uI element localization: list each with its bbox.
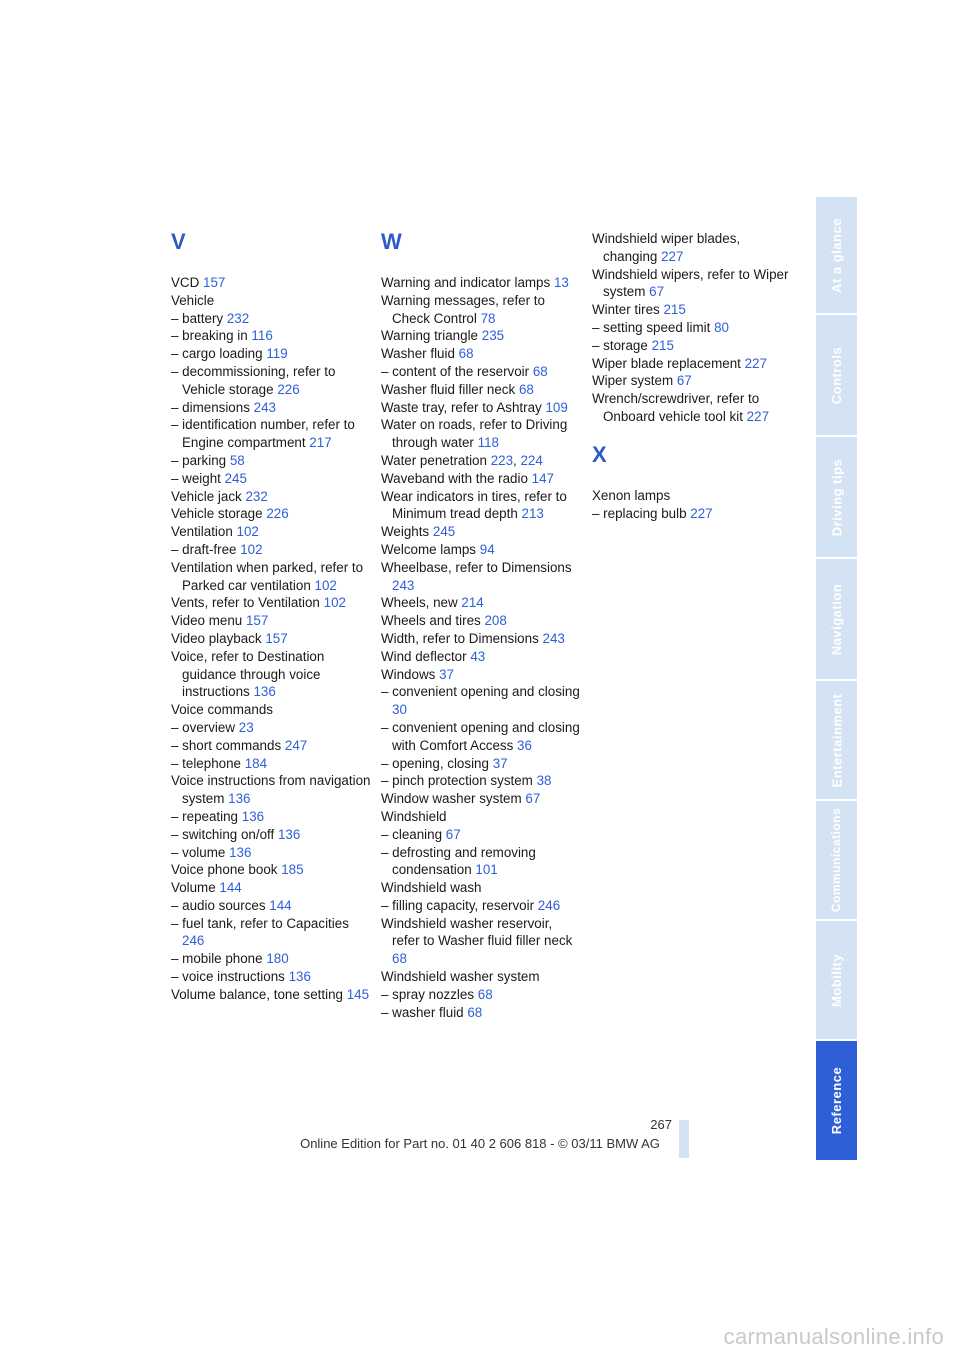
page-reference-link[interactable]: 37 bbox=[492, 755, 508, 771]
page-reference-link[interactable]: 102 bbox=[240, 541, 263, 557]
index-entry bbox=[171, 523, 371, 541]
index-entry bbox=[381, 594, 581, 612]
page-reference-link[interactable]: 136 bbox=[241, 808, 265, 824]
page-reference-link[interactable]: 136 bbox=[277, 826, 301, 842]
page-reference-link[interactable]: 208 bbox=[484, 613, 507, 629]
index-entry bbox=[381, 648, 581, 666]
entry-text: Windows bbox=[381, 666, 436, 682]
page-reference-link[interactable]: 243 bbox=[542, 630, 565, 646]
page-reference-link[interactable]: 235 bbox=[481, 328, 505, 344]
page-reference-link[interactable]: 67 bbox=[445, 826, 461, 842]
entry-text: Warning messages, refer to Check Control bbox=[381, 292, 545, 326]
entry-text: – short commands bbox=[171, 737, 282, 753]
index-entry bbox=[171, 915, 371, 951]
page-reference-link[interactable]: 224 bbox=[520, 452, 543, 468]
index-entry bbox=[381, 808, 581, 826]
index-entry bbox=[171, 950, 371, 968]
entry-text: Voice phone book bbox=[171, 862, 278, 878]
entry-text: Warning and indicator lamps bbox=[381, 275, 551, 290]
page-reference-link[interactable]: 232 bbox=[226, 310, 250, 326]
page-reference-link[interactable]: 223 bbox=[490, 452, 514, 468]
index-entry bbox=[592, 355, 792, 373]
page-reference-link[interactable]: 226 bbox=[266, 506, 289, 522]
index-entry bbox=[171, 648, 371, 701]
entry-text: Windshield wash bbox=[381, 880, 482, 896]
entry-text: Winter tires bbox=[592, 302, 660, 318]
index-entries bbox=[171, 274, 371, 1004]
entry-text: – identification number, refer to Engine compartment bbox=[171, 417, 355, 451]
entry-text: Voice commands bbox=[171, 702, 273, 718]
section-letter-x: X bbox=[592, 441, 607, 467]
page-reference-link[interactable]: 30 bbox=[392, 702, 407, 718]
entry-text: – battery bbox=[171, 310, 224, 326]
page-reference-link[interactable]: 136 bbox=[228, 791, 251, 807]
entry-text: VCD bbox=[171, 275, 200, 290]
index-entry bbox=[381, 559, 581, 595]
entry-text: Vehicle storage bbox=[171, 506, 263, 522]
page-reference-link[interactable]: 243 bbox=[253, 399, 276, 415]
page-reference-link[interactable]: 136 bbox=[288, 969, 311, 985]
index-entry bbox=[381, 790, 581, 808]
page-reference-link[interactable]: 185 bbox=[281, 862, 304, 878]
entry-text: – fuel tank, refer to Capacities bbox=[171, 915, 349, 931]
entry-text: Windshield washer system bbox=[381, 969, 540, 985]
index-entry bbox=[381, 1004, 581, 1022]
index-entry bbox=[171, 327, 371, 345]
page-reference-link[interactable]: 157 bbox=[265, 630, 288, 646]
index-entry bbox=[171, 897, 371, 915]
index-entry bbox=[171, 452, 371, 470]
page-reference-link[interactable]: 37 bbox=[439, 666, 454, 682]
index-entry bbox=[592, 266, 792, 302]
page-number: 267 bbox=[650, 1117, 672, 1132]
index-entry bbox=[171, 345, 371, 363]
entry-text: – filling capacity, reservoir bbox=[381, 897, 535, 913]
entry-text: Wheelbase, refer to Dimensions bbox=[381, 559, 572, 575]
entry-text: – weight bbox=[171, 470, 221, 486]
page-reference-link[interactable]: 213 bbox=[521, 506, 544, 522]
page-reference-link[interactable]: 180 bbox=[266, 951, 289, 967]
index-entry bbox=[171, 488, 371, 506]
entry-text: Waste tray, refer to Ashtray bbox=[381, 399, 542, 415]
page-reference-link[interactable]: 243 bbox=[392, 577, 415, 593]
entry-text: Wheels and tires bbox=[381, 613, 481, 629]
page-reference-link[interactable]: 109 bbox=[545, 399, 568, 415]
page-reference-link[interactable]: 227 bbox=[661, 248, 684, 264]
index-entry bbox=[381, 416, 581, 452]
index-entry bbox=[592, 337, 792, 355]
index-entry bbox=[381, 327, 581, 345]
index-entry bbox=[381, 844, 581, 880]
entry-text: Welcome lamps bbox=[381, 541, 477, 557]
watermark: carmanualsonline.info bbox=[723, 1324, 944, 1349]
entry-text: Wiper blade replacement bbox=[592, 355, 741, 371]
page-reference-link[interactable]: 145 bbox=[346, 986, 370, 1002]
index-entry bbox=[381, 755, 581, 773]
index-entry bbox=[171, 416, 371, 452]
entry-text: Voice instructions from navigation system bbox=[171, 773, 371, 807]
entry-text: Washer fluid filler neck bbox=[381, 381, 516, 397]
index-entry: Water penetration 223, 224 bbox=[381, 452, 543, 468]
index-entry bbox=[592, 372, 792, 390]
page-reference-link[interactable]: 68 bbox=[458, 346, 474, 362]
index-entry bbox=[592, 301, 792, 319]
page-reference-link[interactable]: 227 bbox=[746, 408, 770, 424]
page-reference-link[interactable]: 68 bbox=[467, 1004, 483, 1020]
index-entry bbox=[381, 879, 581, 897]
index-entries bbox=[592, 230, 792, 426]
index-entry bbox=[381, 719, 581, 755]
index-entry bbox=[171, 861, 371, 879]
index-entry bbox=[381, 897, 581, 915]
index-entry bbox=[171, 737, 371, 755]
entry-text: – storage bbox=[592, 337, 648, 353]
section-letter-v: V bbox=[171, 229, 186, 254]
page-reference-link[interactable]: 144 bbox=[269, 897, 292, 913]
page-reference-link[interactable]: 101 bbox=[475, 862, 498, 878]
entry-text: Vehicle bbox=[171, 292, 215, 308]
index-entry bbox=[381, 274, 581, 292]
page-reference-link[interactable]: 68 bbox=[518, 381, 534, 397]
index-entry bbox=[171, 844, 371, 862]
entry-text: Weights bbox=[381, 524, 430, 540]
index-entry bbox=[171, 274, 371, 292]
page-reference-link[interactable]: 215 bbox=[663, 302, 686, 318]
index-entry bbox=[381, 541, 581, 559]
tab-reference[interactable]: Reference bbox=[816, 1041, 857, 1160]
tab-controls[interactable]: Controls bbox=[816, 315, 857, 435]
entry-text: Water penetration bbox=[381, 452, 487, 468]
index-entry bbox=[171, 826, 371, 844]
index-entry bbox=[381, 292, 581, 328]
page-reference-link[interactable]: 246 bbox=[182, 933, 205, 949]
entry-text: – draft-free bbox=[171, 541, 237, 557]
page-reference-link[interactable]: 102 bbox=[323, 595, 346, 611]
index-entry bbox=[381, 826, 581, 844]
entry-text: Vehicle jack bbox=[171, 488, 242, 504]
index-entry bbox=[171, 594, 371, 612]
page-reference-link[interactable]: 157 bbox=[245, 613, 269, 629]
page-reference-link[interactable]: 136 bbox=[253, 684, 276, 700]
page-reference-link[interactable]: 214 bbox=[461, 595, 484, 611]
page-reference-link[interactable]: 227 bbox=[690, 505, 713, 521]
entry-text: Warning triangle bbox=[381, 328, 479, 344]
entry-text: – washer fluid bbox=[381, 1004, 464, 1020]
page-reference-link[interactable]: 144 bbox=[219, 880, 242, 896]
index-entry bbox=[592, 487, 792, 505]
page-reference-link[interactable]: 36 bbox=[517, 737, 532, 753]
entry-text: Water on roads, refer to Driving through water bbox=[381, 417, 568, 451]
page-reference-link[interactable]: 102 bbox=[236, 524, 259, 540]
page-reference-link[interactable]: 227 bbox=[744, 355, 767, 371]
index-entry bbox=[171, 701, 371, 719]
page-reference-link[interactable]: 119 bbox=[266, 346, 288, 362]
page-reference-link[interactable]: 67 bbox=[676, 373, 692, 389]
entry-text: – volume bbox=[171, 844, 226, 860]
entry-text: – cleaning bbox=[381, 826, 443, 842]
page-reference-link[interactable]: 247 bbox=[284, 737, 308, 753]
index-entry bbox=[171, 968, 371, 986]
index-entry bbox=[171, 541, 371, 559]
entry-text: Voice, refer to Destination guidance through voice instructions bbox=[171, 648, 325, 700]
entry-text: – decommissioning, refer to Vehicle storage bbox=[171, 363, 336, 397]
page-reference-link[interactable]: 80 bbox=[714, 319, 729, 335]
entry-text: – replacing bulb bbox=[592, 505, 687, 521]
page-reference-link[interactable]: 226 bbox=[277, 381, 300, 397]
entry-text: – switching on/off bbox=[171, 826, 275, 842]
entry-text: – pinch protection system bbox=[381, 773, 533, 789]
entry-text: Waveband with the radio bbox=[381, 470, 528, 486]
index-entry bbox=[171, 612, 371, 630]
index-entry bbox=[171, 559, 371, 595]
index-entry bbox=[381, 488, 581, 524]
page-reference-link[interactable]: 245 bbox=[432, 524, 456, 540]
page-reference-link[interactable]: 94 bbox=[479, 541, 495, 557]
entry-text: Ventilation when parked, refer to Parked car ventilation bbox=[171, 559, 364, 593]
page-reference-link[interactable]: 102 bbox=[314, 577, 337, 593]
entry-text: – convenient opening and closing bbox=[381, 684, 580, 700]
index-column-v bbox=[171, 230, 371, 1004]
index-entry bbox=[381, 470, 581, 488]
entry-text: Wear indicators in tires, refer to Minimum tread depth bbox=[381, 488, 567, 522]
index-entry bbox=[381, 363, 581, 381]
entry-text: – parking bbox=[171, 452, 227, 468]
index-entry bbox=[171, 772, 371, 808]
index-entry bbox=[381, 345, 581, 363]
entry-text: Wiper system bbox=[592, 373, 674, 389]
tab-mobility[interactable]: Mobility bbox=[816, 921, 857, 1039]
page-reference-link[interactable]: 246 bbox=[537, 897, 561, 913]
page-reference-link[interactable]: 23 bbox=[238, 719, 254, 735]
index-entry bbox=[381, 666, 581, 684]
footer-edition-text: Online Edition for Part no. 01 40 2 606 818 - © 03/11 BMW AG bbox=[300, 1136, 660, 1151]
index-entries bbox=[381, 274, 581, 1021]
entry-text: Width, refer to Dimensions bbox=[381, 630, 539, 646]
index-entry bbox=[592, 319, 792, 337]
index-entry bbox=[381, 986, 581, 1004]
page-reference-link[interactable]: 184 bbox=[244, 755, 268, 771]
entry-text: Wind deflector bbox=[381, 648, 467, 664]
index-entry bbox=[171, 719, 371, 737]
index-entry bbox=[381, 399, 581, 417]
entry-text: Washer fluid bbox=[381, 346, 455, 362]
page-reference-link[interactable]: 13 bbox=[553, 275, 569, 290]
entry-text: – repeating bbox=[171, 808, 239, 824]
index-entry bbox=[381, 915, 581, 968]
page-reference-link[interactable]: 217 bbox=[309, 435, 332, 451]
entry-text: Wrench/screwdriver, refer to Onboard vehicle tool kit bbox=[592, 391, 760, 424]
entry-text: – dimensions bbox=[171, 399, 250, 415]
entry-text: – overview bbox=[171, 719, 236, 735]
page-reference-link[interactable]: 58 bbox=[229, 452, 245, 468]
entry-text: Xenon lamps bbox=[592, 487, 671, 503]
entry-text: Windshield bbox=[381, 808, 447, 824]
entry-text: Windshield wipers, refer to Wiper system bbox=[592, 266, 789, 300]
index-entry bbox=[592, 390, 792, 426]
index-entry bbox=[171, 505, 371, 523]
entry-text: – convenient opening and closing with Comfort Access bbox=[381, 719, 580, 753]
page-reference-link[interactable]: 68 bbox=[392, 951, 407, 967]
entry-text: – opening, closing bbox=[381, 755, 489, 771]
index-column-w-continued bbox=[592, 230, 792, 522]
page-reference-link[interactable]: 118 bbox=[477, 435, 499, 451]
entry-text: – telephone bbox=[171, 755, 241, 771]
index-entry bbox=[381, 523, 581, 541]
entry-text: Wheels, new bbox=[381, 595, 458, 611]
page-reference-link[interactable]: 43 bbox=[470, 648, 486, 664]
entry-text: Windshield wiper blades, changing bbox=[592, 231, 741, 264]
entry-text: Video playback bbox=[171, 630, 262, 646]
tab-driving-tips[interactable]: Driving tips bbox=[816, 437, 857, 557]
entry-text: Vents, refer to Ventilation bbox=[171, 595, 320, 611]
index-entry bbox=[381, 612, 581, 630]
entry-text: – voice instructions bbox=[171, 969, 285, 985]
index-entry bbox=[171, 630, 371, 648]
index-entry bbox=[171, 310, 371, 328]
entry-text: Windshield washer reservoir, refer to Washer fluid filler neck bbox=[381, 915, 573, 949]
page-reference-link[interactable]: 215 bbox=[651, 337, 674, 353]
index-entry bbox=[171, 755, 371, 773]
index-entry bbox=[381, 683, 581, 719]
entry-text: – breaking in bbox=[171, 328, 248, 344]
index-entry bbox=[171, 292, 371, 310]
page-reference-link[interactable]: 68 bbox=[532, 363, 548, 379]
entry-text: Volume bbox=[171, 880, 216, 896]
entry-text: Window washer system bbox=[381, 791, 522, 807]
page-reference-link[interactable]: 68 bbox=[477, 986, 493, 1002]
index-entry bbox=[171, 399, 371, 417]
page-reference-link[interactable]: 67 bbox=[649, 284, 665, 300]
tab-communications[interactable]: Communications bbox=[816, 801, 857, 919]
page-reference-link[interactable]: 147 bbox=[531, 470, 554, 486]
index-entry bbox=[171, 470, 371, 488]
tab-navigation[interactable]: Navigation bbox=[816, 559, 857, 679]
tab-at-a-glance[interactable]: At a glance bbox=[816, 197, 857, 313]
page-reference-link[interactable]: 116 bbox=[251, 328, 273, 344]
entry-text: Volume balance, tone setting bbox=[171, 986, 343, 1002]
page-reference-link[interactable]: 157 bbox=[203, 275, 226, 290]
entry-text: – cargo loading bbox=[171, 346, 263, 362]
index-entry bbox=[381, 630, 581, 648]
page-reference-link[interactable]: 67 bbox=[525, 791, 541, 807]
entry-text: – setting speed limit bbox=[592, 319, 711, 335]
page-reference-link[interactable]: 78 bbox=[480, 310, 496, 326]
entry-text: Ventilation bbox=[171, 524, 233, 540]
index-entry bbox=[171, 363, 371, 399]
entry-text: Video menu bbox=[171, 613, 243, 629]
entry-text: – spray nozzles bbox=[381, 986, 475, 1002]
page-reference-link[interactable]: 245 bbox=[224, 470, 247, 486]
index-entry bbox=[381, 968, 581, 986]
index-entry bbox=[381, 772, 581, 790]
index-column-w bbox=[381, 230, 581, 1021]
entry-text: – mobile phone bbox=[171, 951, 263, 967]
page-reference-link[interactable]: 232 bbox=[245, 488, 268, 504]
entry-text: – defrosting and removing condensation bbox=[381, 844, 536, 878]
index-entry bbox=[381, 381, 581, 399]
index-entry bbox=[171, 879, 371, 897]
entry-text: – audio sources bbox=[171, 897, 266, 913]
index-entries bbox=[592, 487, 792, 523]
index-entry bbox=[592, 505, 792, 523]
index-entry bbox=[592, 230, 792, 266]
page-reference-link[interactable]: 136 bbox=[229, 844, 252, 860]
entry-text: – content of the reservoir bbox=[381, 363, 530, 379]
tab-entertainment[interactable]: Entertainment bbox=[816, 681, 857, 799]
page-reference-link[interactable]: 38 bbox=[536, 773, 552, 789]
index-entry bbox=[171, 808, 371, 826]
section-letter-w: W bbox=[381, 229, 402, 254]
index-entry bbox=[171, 986, 371, 1004]
